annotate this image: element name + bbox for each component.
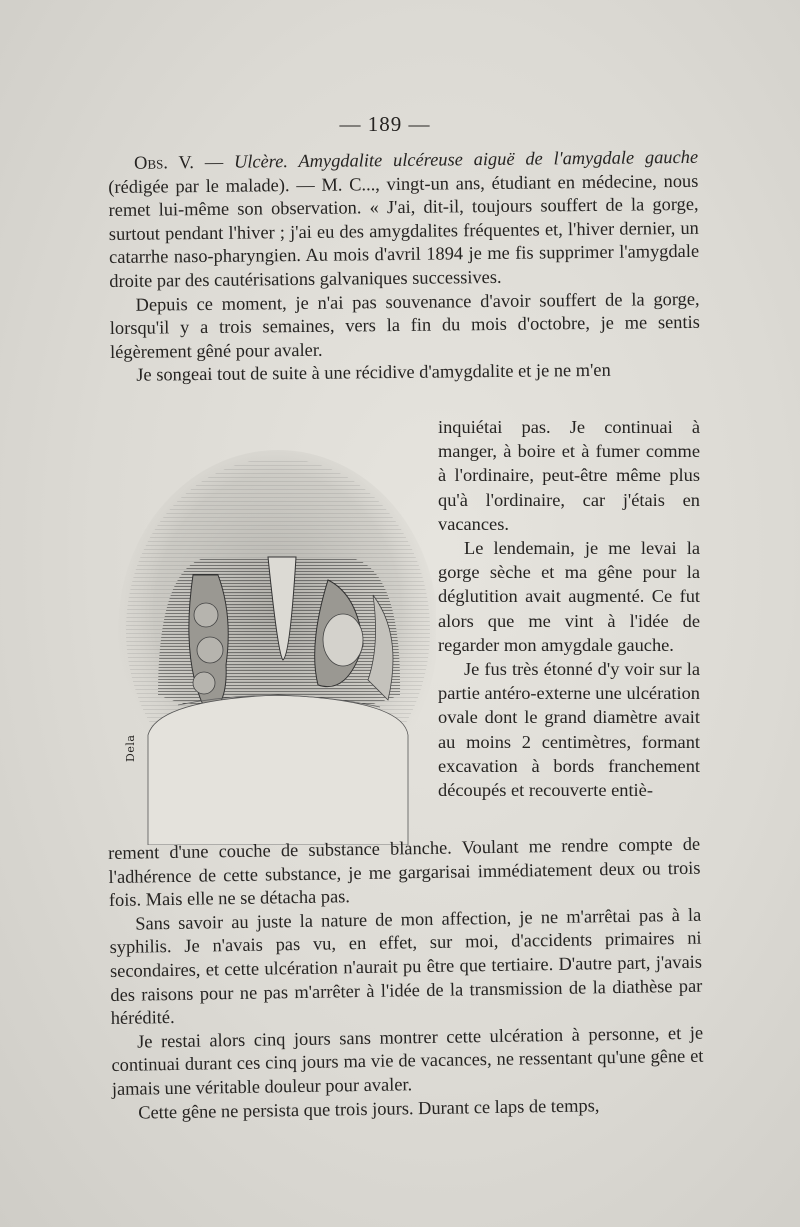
text-block-wrapped	[438, 415, 700, 802]
paragraph: Depuis ce moment, je n'ai pas souvenance d'avoir souffert de la gorge, lorsqu'il y a trois semaines, vers la fin du mois d'octobre, je me sentis légèrement gêné pour avaler.	[109, 288, 700, 362]
observation-heading	[108, 146, 699, 294]
paragraph: rement d'une couche de substance blanche. Voulant me rendre compte de l'adhérence de cette substance, je me gargarisai immédiatement deux ou trois fois. Mais elle ne se détacha pas.	[108, 833, 701, 911]
paragraph: inquiétai pas. Je continuai à manger, à boire et à fumer comme à l'ordinaire, peut-être même plus qu'à l'ordinaire, car j'étais en vacances.	[438, 417, 700, 534]
observation-title: Ulcère. Amygdalite ulcéreuse aiguë de l'amygdale gauche	[233, 146, 699, 172]
paragraph: Je restai alors cinq jours sans montrer cette ulcération à personne, et je continuai durant ces cinq jours ma vie de vacances, ne ressentant qu'une gêne et jamais une véritable douleur pour avaler.	[111, 1022, 704, 1099]
paragraph: Je fus très étonné d'y voir sur la partie antéro-externe une ulcération ovale dont le grand diamètre avait au moins 2 centimètres, formant excavation à bords franchement découpés et recouverte entiè-	[438, 659, 700, 801]
paragraph: Sans savoir au juste la nature de mon affection, je ne m'arrêtai pas à la syphilis. Je n'avais pas vu, en effet, sur moi, d'accidents primaires ni secondaires, et cette ulcération n'aurait pu être que tertiaire. D'autre part, j'avais des raisons pour ne pas m'arrêter à l'idée de la transmission de la diathèse par hérédité.	[109, 904, 703, 1029]
paragraph: Le lendemain, je me levai la gorge sèche et ma gêne pour la déglutition avait augmenté. Ce fut alors que me vint à l'idée de regarder mon amygdale gauche.	[438, 538, 700, 655]
text-block-bottom	[108, 833, 704, 1125]
engraver-signature: Dela	[124, 734, 137, 762]
throat-illustration	[118, 445, 436, 845]
observation-label: Obs. V.	[134, 152, 195, 173]
text-block-top	[108, 146, 700, 388]
paragraph: Cette gêne ne persista que trois jours. Durant ce laps de temps,	[138, 1094, 600, 1123]
throat-engraving-icon	[118, 445, 436, 845]
observation-intro: (rédigée par le malade). — M. C..., vingt-un ans, étudiant en médecine, nous remet lui-même son observation. « J'ai, dit-il, toujours souffert de la gorge, surtout pendant l'hiver ; j'ai eu des amygdalites fréquentes et, l'hiver dernier, un catarrhe naso-pharyngien. Au mois d'avril 1894 je me fis supprimer l'amygdale droite par des cautérisations galvaniques successives.	[108, 170, 700, 291]
page-number: — 189 —	[339, 112, 431, 136]
heading-dash: —	[193, 151, 235, 173]
paragraph: Je songeai tout de suite à une récidive d'amygdalite et je ne m'en	[136, 360, 611, 386]
